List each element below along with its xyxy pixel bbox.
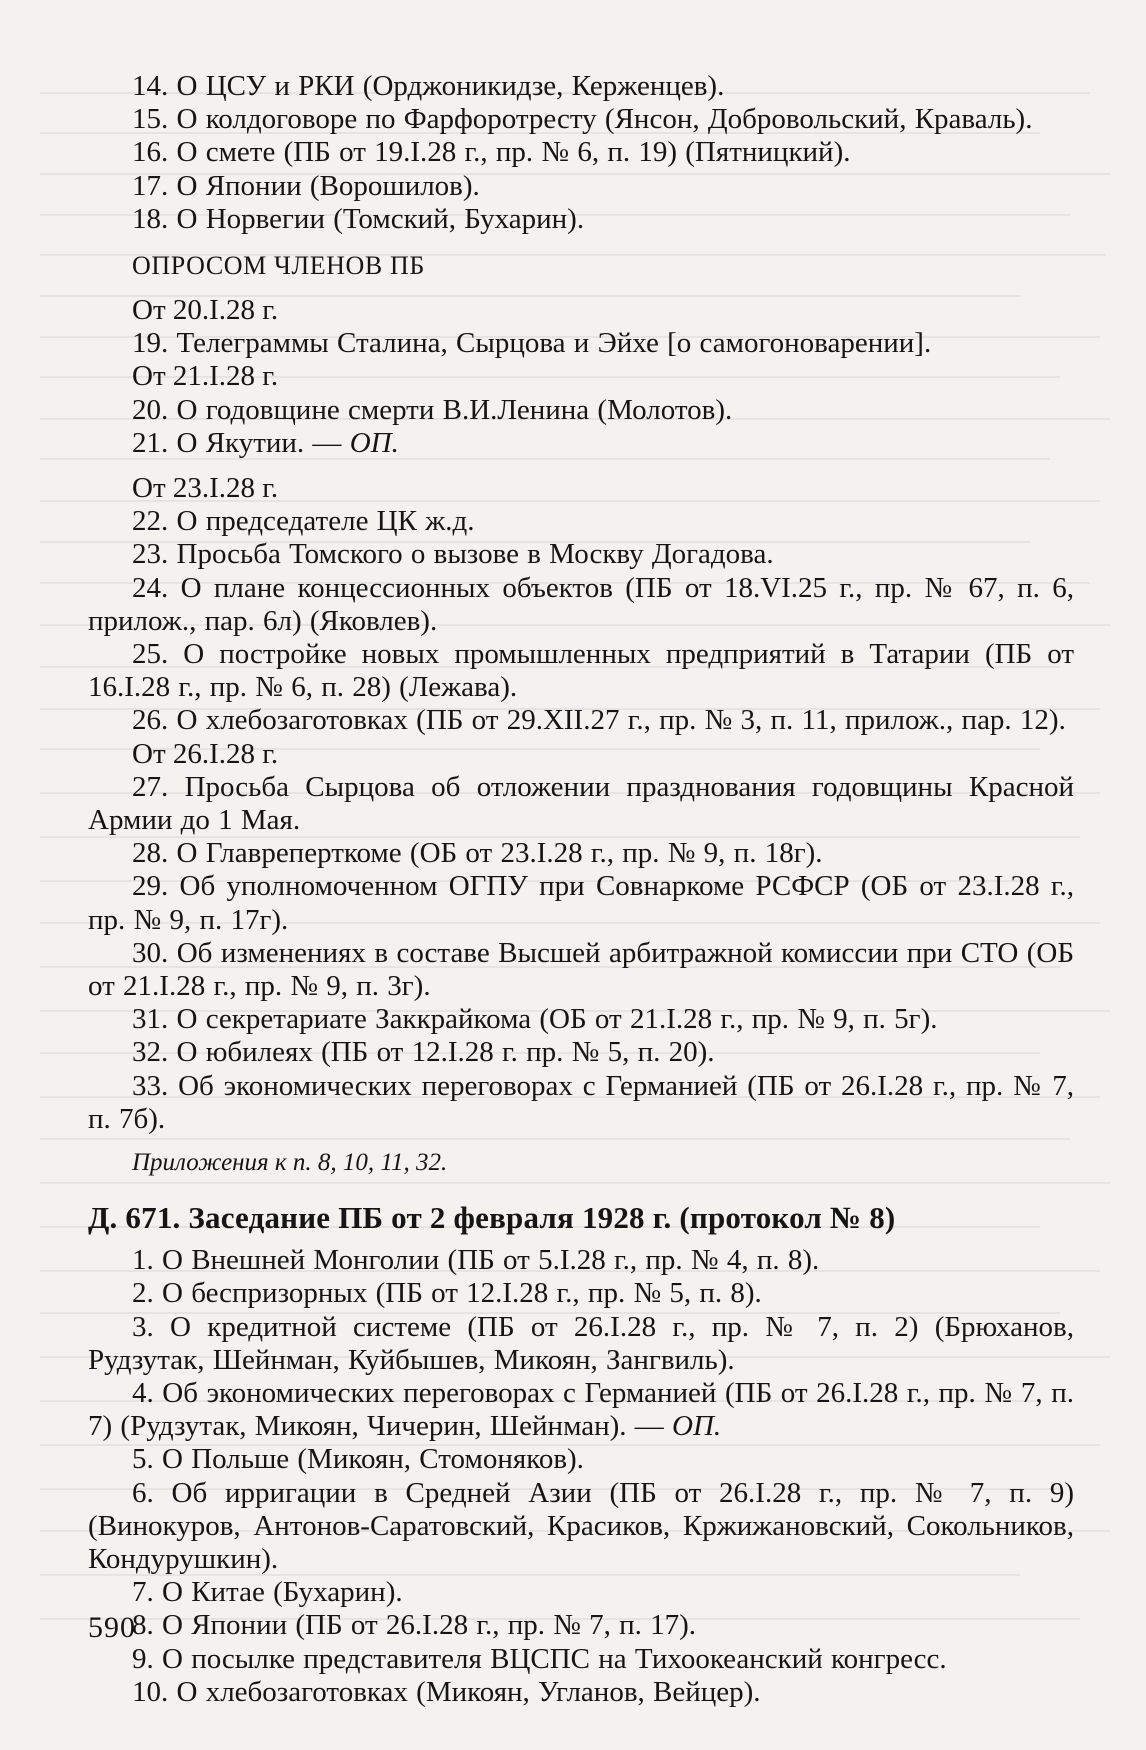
agenda-item: 2. О беспризорных (ПБ от 12.I.28 г., пр. № 5, п. 8). [132,1277,762,1310]
agenda-item: 32. О юбилеях (ПБ от 12.I.28 г. пр. № 5, п. 20). [132,1036,715,1069]
poll-date: От 21.I.28 г. [132,360,279,393]
agenda-item [88,1377,1074,1443]
agenda-item: 28. О Главреперткоме (ОБ от 23.I.28 г., пр. № 9, п. 18г). [132,837,823,870]
agenda-item: 16. О смете (ПБ от 19.I.28 г., пр. № 6, п. 19) (Пятницкий). [132,136,851,169]
agenda-item: 10. О хлебозаготовках (Микоян, Угланов, Вейцер). [132,1675,761,1708]
agenda-item: 22. О председателе ЦК ж.д. [132,505,475,538]
agenda-item: 33. Об экономических переговорах с Германией (ПБ от 26.I.28 г., пр. № 7, п. 7б). [88,1069,1074,1135]
agenda-item: 18. О Норвегии (Томский, Бухарин). [132,202,585,235]
poll-section-heading: ОПРОСОМ ЧЛЕНОВ ПБ [132,251,425,281]
main-text-column [88,70,1074,1709]
agenda-item: 26. О хлебозаготовках (ПБ от 29.XII.27 г., пр. № 3, п. 11, прилож., пар. 12). [132,704,1066,737]
document-heading: Д. 671. Заседание ПБ от 2 февраля 1928 г. (протокол № 8) [88,1200,896,1236]
agenda-item: 5. О Польше (Микоян, Стомоняков). [132,1443,584,1476]
agenda-item: 23. Просьба Томского о вызове в Москву Догадова. [132,538,774,571]
appendix-note: Приложения к п. 8, 10, 11, 32. [132,1149,448,1177]
agenda-item: 17. О Японии (Ворошилов). [132,169,480,202]
agenda-item: 29. Об уполномоченном ОГПУ при Совнаркоме РСФСР (ОБ от 23.I.28 г., пр. № 9, п. 17г). [88,870,1074,936]
agenda-item-text: 21. О Якутии. — [132,426,342,459]
agenda-item [88,427,1074,460]
agenda-item: 31. О секретариате Заккрайкома (ОБ от 21.I.28 г., пр. № 9, п. 5г). [132,1003,938,1036]
agenda-item: 24. О плане концессионных объектов (ПБ от 18.VI.25 г., пр. № 67, п. 6, прилож., пар. 6л) (Яковлев). [88,571,1074,637]
agenda-item: 6. Об ирригации в Средней Азии (ПБ от 26.I.28 г., пр. № 7, п. 9) (Винокуров, Антонов-Саратовский, Красиков, Кржижановский, Сокольников, Кондурушкин). [88,1476,1074,1575]
poll-date: От 23.I.28 г. [132,472,279,505]
agenda-item: 30. Об изменениях в составе Высшей арбитражной комиссии при СТО (ОБ от 21.I.28 г., пр. № 9, п. 3г). [88,936,1074,1003]
agenda-item: 9. О посылке представителя ВЦСПС на Тихоокеанский конгресс. [132,1642,947,1675]
agenda-item: 20. О годовщине смерти В.И.Ленина (Молотов). [132,393,733,426]
agenda-item: 27. Просьба Сырцова об отложении празднования годовщины Красной Армии до 1 Мая. [88,770,1074,837]
agenda-item: 7. О Китае (Бухарин). [132,1576,403,1609]
page-number: 590 [88,1611,136,1644]
agenda-item: 19. Телеграммы Сталина, Сырцова и Эйхе [о самогоноварении]. [132,327,932,360]
agenda-item: 14. О ЦСУ и РКИ (Орджоникидзе, Керженцев). [132,70,725,102]
special-folder-mark: ОП. [349,426,399,459]
agenda-item-text: 4. Об экономических переговорах с Германией (ПБ от 26.I.28 г., пр. № 7, п. 7) (Рудзутак, Микоян, Чичерин, Шейнман). — [88,1376,1074,1443]
poll-date: От 20.I.28 г. [132,294,279,327]
poll-date: От 26.I.28 г. [132,737,279,770]
agenda-item: 15. О колдоговоре по Фарфоротресту (Янсон, Добровольский, Краваль). [132,103,1033,136]
agenda-item: 3. О кредитной системе (ПБ от 26.I.28 г., пр. № 7, п. 2) (Брюханов, Рудзутак, Шейнман, Куйбышев, Микоян, Зангвиль). [88,1310,1074,1376]
agenda-item: 25. О постройке новых промышленных предприятий в Татарии (ПБ от 16.I.28 г., пр. № 6, п. 28) (Лежава). [88,638,1074,704]
agenda-item: 8. О Японии (ПБ от 26.I.28 г., пр. № 7, п. 17). [132,1609,697,1642]
special-folder-mark: ОП. [672,1410,722,1443]
agenda-item: 1. О Внешней Монголии (ПБ от 5.I.28 г., пр. № 4, п. 8). [132,1244,820,1277]
